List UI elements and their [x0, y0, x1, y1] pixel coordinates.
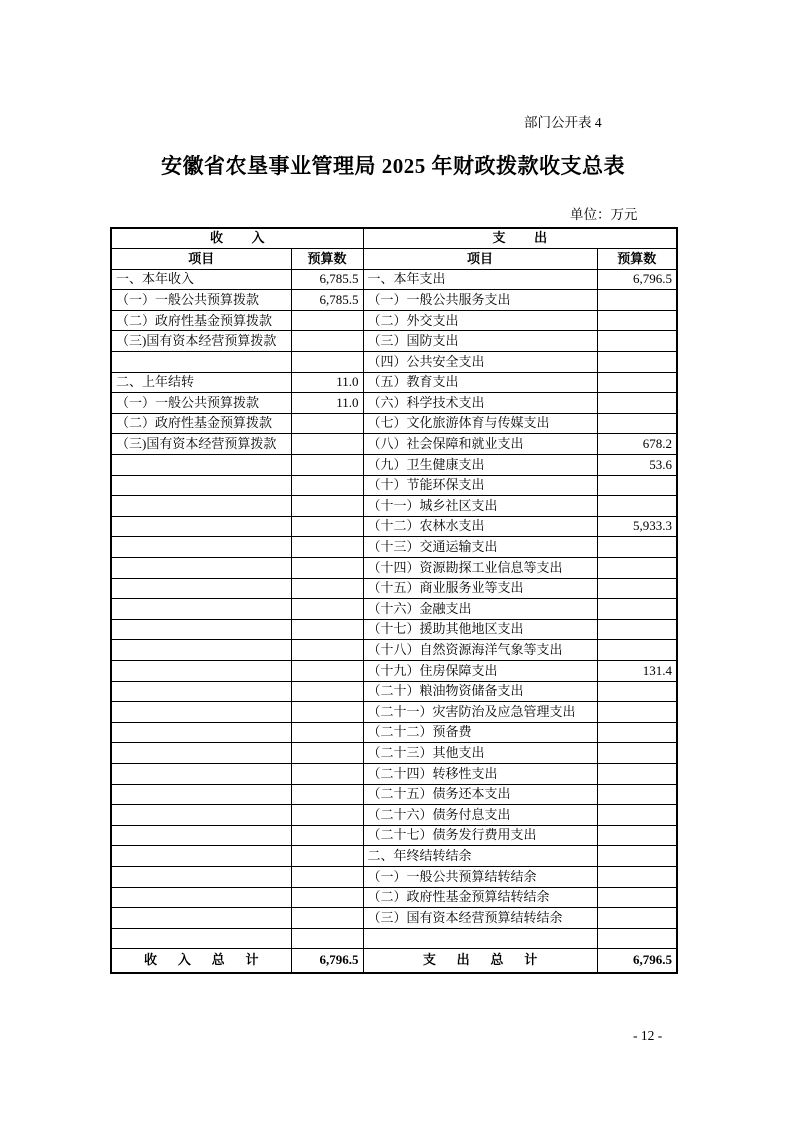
- expense-item-cell: （二）政府性基金预算结转结余: [363, 887, 597, 908]
- table-row: [111, 908, 677, 929]
- expense-item-cell: （十九）住房保障支出: [363, 660, 597, 681]
- income-amount-cell: [291, 558, 363, 579]
- income-item-cell: [111, 908, 291, 929]
- income-total-label: 收入总计: [111, 949, 291, 973]
- expense-item-cell: （一）一般公共服务支出: [363, 290, 597, 311]
- income-item-cell: [111, 805, 291, 826]
- table-row: [111, 352, 677, 373]
- expense-item-cell: （十五）商业服务业等支出: [363, 578, 597, 599]
- table-row: [111, 578, 677, 599]
- income-item-column-header: 项目: [111, 249, 291, 270]
- income-amount-cell: [291, 660, 363, 681]
- table-row: [111, 825, 677, 846]
- table-row: [111, 599, 677, 620]
- total-row: [111, 949, 677, 973]
- expense-amount-cell: [597, 866, 677, 887]
- table-row: [111, 331, 677, 352]
- expense-item-cell: （二十五）债务还本支出: [363, 784, 597, 805]
- expense-amount-cell: [597, 537, 677, 558]
- expense-amount-cell: [597, 887, 677, 908]
- table-row: [111, 516, 677, 537]
- expense-item-cell: （十三）交通运输支出: [363, 537, 597, 558]
- expense-item-cell: （四）公共安全支出: [363, 352, 597, 373]
- expense-amount-cell: 131.4: [597, 660, 677, 681]
- income-amount-cell: [291, 455, 363, 476]
- expense-amount-cell: [597, 290, 677, 311]
- income-item-cell: [111, 928, 291, 949]
- expense-amount-column-header: 预算数: [597, 249, 677, 270]
- income-item-cell: [111, 578, 291, 599]
- income-item-cell: （二）政府性基金预算拨款: [111, 310, 291, 331]
- expense-item-cell: （八）社会保障和就业支出: [363, 434, 597, 455]
- table-row: [111, 743, 677, 764]
- table-row: [111, 290, 677, 311]
- table-row: [111, 702, 677, 723]
- income-item-cell: [111, 516, 291, 537]
- expense-item-cell: （十六）金融支出: [363, 599, 597, 620]
- table-row: [111, 496, 677, 517]
- table-body: [111, 269, 677, 949]
- income-amount-cell: 6,785.5: [291, 269, 363, 290]
- income-item-cell: [111, 558, 291, 579]
- income-item-cell: [111, 681, 291, 702]
- income-item-cell: [111, 866, 291, 887]
- expense-amount-cell: [597, 722, 677, 743]
- income-amount-cell: [291, 475, 363, 496]
- income-item-cell: [111, 784, 291, 805]
- income-item-cell: [111, 640, 291, 661]
- expense-amount-cell: [597, 331, 677, 352]
- table-footer: [111, 949, 677, 973]
- expense-item-cell: （五）教育支出: [363, 372, 597, 393]
- income-amount-cell: [291, 908, 363, 929]
- table-row: [111, 558, 677, 579]
- income-item-cell: [111, 846, 291, 867]
- income-amount-cell: [291, 866, 363, 887]
- income-amount-cell: [291, 496, 363, 517]
- table-row: [111, 681, 677, 702]
- expense-amount-cell: 53.6: [597, 455, 677, 476]
- expense-amount-cell: [597, 372, 677, 393]
- income-section-header: 收入: [111, 228, 363, 249]
- expense-item-cell: （十）节能环保支出: [363, 475, 597, 496]
- table-row: [111, 434, 677, 455]
- expense-item-cell: （二十三）其他支出: [363, 743, 597, 764]
- expense-amount-cell: [597, 599, 677, 620]
- expense-item-cell: （三）国有资本经营预算结转结余: [363, 908, 597, 929]
- expense-item-cell: 一、本年支出: [363, 269, 597, 290]
- income-amount-cell: [291, 516, 363, 537]
- income-item-cell: （一）一般公共预算拨款: [111, 393, 291, 414]
- expense-amount-cell: 6,796.5: [597, 269, 677, 290]
- expense-amount-cell: [597, 393, 677, 414]
- expense-item-cell: （二十四）转移性支出: [363, 763, 597, 784]
- table-row: [111, 866, 677, 887]
- group-header-row: [111, 228, 677, 249]
- income-amount-cell: [291, 846, 363, 867]
- table-row: [111, 269, 677, 290]
- expense-total-amount: 6,796.5: [597, 949, 677, 973]
- budget-table: [110, 227, 678, 974]
- table-row: [111, 393, 677, 414]
- income-item-cell: [111, 660, 291, 681]
- expense-item-cell: （二十六）债务付息支出: [363, 805, 597, 826]
- expense-amount-cell: [597, 805, 677, 826]
- income-total-amount: 6,796.5: [291, 949, 363, 973]
- table-header: [111, 228, 677, 269]
- income-item-cell: [111, 743, 291, 764]
- expense-amount-cell: [597, 681, 677, 702]
- expense-item-cell: （一）一般公共预算结转结余: [363, 866, 597, 887]
- expense-item-cell: （七）文化旅游体育与传媒支出: [363, 413, 597, 434]
- expense-item-cell: （二十一）灾害防治及应急管理支出: [363, 702, 597, 723]
- expense-amount-cell: [597, 908, 677, 929]
- income-item-cell: 一、本年收入: [111, 269, 291, 290]
- expense-amount-cell: [597, 846, 677, 867]
- page-title: 安徽省农垦事业管理局 2025 年财政拨款收支总表: [161, 154, 625, 178]
- income-item-cell: （三)国有资本经营预算拨款: [111, 434, 291, 455]
- expense-item-cell: （二）外交支出: [363, 310, 597, 331]
- expense-amount-cell: [597, 619, 677, 640]
- expense-item-column-header: 项目: [363, 249, 597, 270]
- expense-item-cell: （九）卫生健康支出: [363, 455, 597, 476]
- expense-amount-cell: [597, 702, 677, 723]
- income-amount-cell: 6,785.5: [291, 290, 363, 311]
- expense-amount-cell: [597, 558, 677, 579]
- income-amount-cell: 11.0: [291, 372, 363, 393]
- income-amount-cell: 11.0: [291, 393, 363, 414]
- income-amount-cell: [291, 331, 363, 352]
- income-item-cell: [111, 599, 291, 620]
- table-row: [111, 455, 677, 476]
- table-row: [111, 475, 677, 496]
- income-amount-cell: [291, 599, 363, 620]
- expense-item-cell: （二十）粮油物资储备支出: [363, 681, 597, 702]
- expense-section-header: 支出: [363, 228, 677, 249]
- income-amount-cell: [291, 887, 363, 908]
- income-amount-cell: [291, 805, 363, 826]
- income-amount-cell: [291, 640, 363, 661]
- income-amount-cell: [291, 310, 363, 331]
- income-amount-cell: [291, 763, 363, 784]
- expense-item-cell: （十一）城乡社区支出: [363, 496, 597, 517]
- income-item-cell: 二、上年结转: [111, 372, 291, 393]
- expense-amount-cell: [597, 352, 677, 373]
- expense-amount-cell: [597, 763, 677, 784]
- expense-amount-cell: [597, 413, 677, 434]
- expense-amount-cell: [597, 784, 677, 805]
- income-item-cell: [111, 722, 291, 743]
- column-header-row: [111, 249, 677, 270]
- table-row: [111, 619, 677, 640]
- income-amount-cell: [291, 743, 363, 764]
- table-row: [111, 537, 677, 558]
- income-amount-cell: [291, 722, 363, 743]
- income-item-cell: [111, 455, 291, 476]
- income-amount-cell: [291, 413, 363, 434]
- table-row: [111, 372, 677, 393]
- table-row: [111, 784, 677, 805]
- income-amount-cell: [291, 702, 363, 723]
- income-item-cell: （三)国有资本经营预算拨款: [111, 331, 291, 352]
- table-row: [111, 413, 677, 434]
- table-row: [111, 846, 677, 867]
- income-amount-cell: [291, 578, 363, 599]
- expense-item-cell: （十二）农林水支出: [363, 516, 597, 537]
- expense-amount-cell: [597, 475, 677, 496]
- income-amount-cell: [291, 619, 363, 640]
- income-item-cell: （二）政府性基金预算拨款: [111, 413, 291, 434]
- income-amount-cell: [291, 825, 363, 846]
- expense-amount-cell: 678.2: [597, 434, 677, 455]
- table-row: [111, 763, 677, 784]
- expense-amount-cell: [597, 640, 677, 661]
- income-item-cell: [111, 702, 291, 723]
- income-amount-cell: [291, 784, 363, 805]
- expense-item-cell: （十八）自然资源海洋气象等支出: [363, 640, 597, 661]
- income-item-cell: [111, 887, 291, 908]
- income-amount-cell: [291, 537, 363, 558]
- expense-item-cell: （三）国防支出: [363, 331, 597, 352]
- income-amount-cell: [291, 434, 363, 455]
- expense-item-cell: （二十七）债务发行费用支出: [363, 825, 597, 846]
- expense-amount-cell: [597, 743, 677, 764]
- expense-item-cell: [363, 928, 597, 949]
- income-item-cell: [111, 619, 291, 640]
- expense-amount-cell: [597, 928, 677, 949]
- expense-amount-cell: [597, 578, 677, 599]
- expense-amount-cell: [597, 825, 677, 846]
- income-item-cell: [111, 825, 291, 846]
- doc-label: 部门公开表 4: [524, 115, 602, 130]
- unit-label: 单位：万元: [570, 207, 638, 222]
- expense-item-cell: （十七）援助其他地区支出: [363, 619, 597, 640]
- income-item-cell: [111, 537, 291, 558]
- expense-amount-cell: 5,933.3: [597, 516, 677, 537]
- table-row: [111, 722, 677, 743]
- income-amount-cell: [291, 681, 363, 702]
- table-row: [111, 660, 677, 681]
- table-row: [111, 887, 677, 908]
- income-amount-cell: [291, 928, 363, 949]
- table-row: [111, 928, 677, 949]
- page-number: - 12 -: [633, 1028, 663, 1043]
- table-row: [111, 805, 677, 826]
- table-row: [111, 310, 677, 331]
- table-row: [111, 640, 677, 661]
- income-item-cell: [111, 475, 291, 496]
- income-item-cell: [111, 763, 291, 784]
- expense-item-cell: 二、年终结转结余: [363, 846, 597, 867]
- income-amount-cell: [291, 352, 363, 373]
- income-amount-column-header: 预算数: [291, 249, 363, 270]
- income-item-cell: [111, 496, 291, 517]
- expense-item-cell: （十四）资源勘探工业信息等支出: [363, 558, 597, 579]
- expense-total-label: 支出总计: [363, 949, 597, 973]
- expense-amount-cell: [597, 496, 677, 517]
- expense-item-cell: （二十二）预备费: [363, 722, 597, 743]
- income-item-cell: [111, 352, 291, 373]
- income-item-cell: （一）一般公共预算拨款: [111, 290, 291, 311]
- expense-amount-cell: [597, 310, 677, 331]
- expense-item-cell: （六）科学技术支出: [363, 393, 597, 414]
